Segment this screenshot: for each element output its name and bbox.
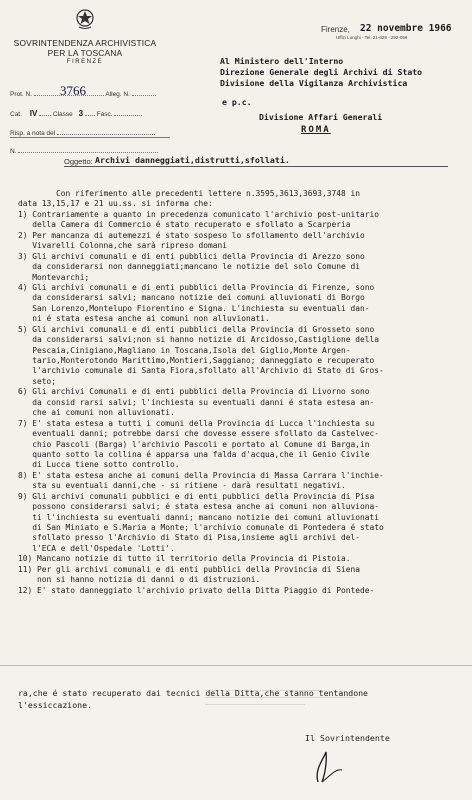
category-row: [10, 108, 142, 119]
body-line: possono considerarsi salvi; é stata estesa anche ai comuni non alluviona-: [18, 502, 380, 512]
cat-blank: [39, 108, 51, 116]
body-line: San Lorenzo,Montelupo Fiorentino e Signa. L'inchiesta su eventuali dan-: [18, 303, 370, 313]
body-line: da considerarsi non danneggiati;mancano le notizie del solo Comune di: [18, 262, 361, 272]
body-line: da consid rarsi salvi; l'inchiesta su eventuali danni é stata estesa an-: [18, 397, 375, 407]
letter-body: [18, 189, 466, 596]
fasc-blank: [114, 108, 142, 116]
body-line: 6) Gli archivi Comunali e di enti pubblici della Provincia di Livorno sono: [18, 387, 370, 397]
cc-recipient: Divisione Affari Generali: [259, 112, 383, 122]
body-line: 11) Per gli archivi comunali e di enti pubblici della Provincia di Siena: [18, 564, 361, 574]
cat-value: IV: [29, 109, 38, 118]
cc-prefix: e p.c.: [222, 97, 252, 107]
alleg-blank: [132, 88, 156, 96]
body-line: 4) Gli archivi comunali e di enti pubblici della Provincia di Firenze, sono: [18, 282, 375, 292]
body-line: sfollato presso l'Archivio di Stato di Pisa,insieme agli archivi del-: [18, 533, 361, 543]
body-line: seto;: [18, 376, 57, 386]
n-row: [10, 145, 158, 155]
letterhead: [10, 7, 160, 67]
letterhead-line-3: FIRENZE: [66, 59, 104, 65]
risp-blank: [57, 127, 155, 135]
body-line: non si hanno notizia di danni o di distruzioni.: [18, 575, 261, 585]
risp-label: Risp. a nota del: [10, 130, 56, 137]
body-line: 1) Contrariamente a quanto in precedenza comunicato l'archivio post-unitario: [18, 209, 380, 219]
coat-of-arms-emblem-icon: [74, 7, 96, 31]
body-line: 3) Gli archivi comunali e di enti pubblici della Provincia di Arezzo sono: [18, 251, 365, 261]
body-line: da considerarsi salvi; mancano notizie dei comuni alluvionati di Borgo: [18, 293, 365, 303]
handwritten-signature-icon: [300, 748, 380, 788]
recipient-line-2: Direzione Generale degli Archivi di Stato: [220, 67, 423, 77]
letterhead-line-1: SOVRINTENDENZA ARCHIVISTICA: [13, 38, 157, 48]
city-roma: ROMA: [301, 125, 331, 135]
body-line: di Lucca tiene sotto controllo.: [18, 460, 180, 470]
body-line: ti l'inchiesta su eventuali danni; mancano notizie dei comuni alluvionati: [18, 512, 380, 522]
body-line: che ai comuni non alluvionati.: [18, 408, 175, 418]
n-label: N.: [10, 148, 17, 155]
classe-blank: [85, 108, 95, 116]
alleg-label: Alleg. N.: [105, 91, 130, 98]
body-line: Montevarchi;: [18, 272, 90, 282]
body-line: eventuali danni; potrebbe darsi che dovesse essere sfollato da Castelvec-: [18, 429, 380, 439]
letter-date: 22 novembre 1966: [360, 23, 452, 34]
body-line: l'archivio comunale di Santa Fiora,sfollato all'Archivio di Stato di Gros-: [18, 366, 384, 376]
n-blank: [18, 145, 158, 153]
classe-label: Classe: [52, 111, 73, 118]
body-line: data 13,15,17 e 21 uu.ss. si informa che:: [18, 199, 213, 209]
body-line: l'ECA e dell'Ospedale 'Lotti'.: [18, 543, 175, 553]
signature-label: Il Sovrintendente: [305, 733, 390, 743]
subject-underline: [64, 166, 448, 167]
body-line: Vivarelli Colonna,che sarà ripreso domani: [18, 241, 228, 251]
cat-label: Cat.: [10, 111, 22, 118]
body-line: ni é stata estesa anche ai comuni non alluvionati.: [18, 314, 270, 324]
body-line: 7) E' stata estesa a tutti i comuni della Provincia di Lucca l'inchiesta su: [18, 418, 375, 428]
body-line: 10) Mancano notizie di tutto il territorio della Provincia di Pistoia.: [18, 554, 351, 564]
body-line: 2) Per mancanza di autemezzi é stato sospeso lo sfollamento dell'archivio: [18, 230, 365, 240]
body-line: 5) Gli archivi comunali e di enti pubblici della Provincia di Grosseto sono: [18, 324, 375, 334]
body-line: 8) E' stata estesa anche ai comuni della Provincia di Massa Carrara l'inchie-: [18, 470, 384, 480]
recipient-line-1: Al Ministero dell'Interno: [220, 56, 344, 66]
prot-label: Prot. N.: [10, 91, 33, 98]
body-line: tario,Monterotondo Marittimo,Montieri,Saggiano; danneggiato e recuperato: [18, 356, 375, 365]
body-line: da considerarsi salvi;non si hanno notizie di Arcidosso,Castiglione della: [18, 335, 380, 345]
body-line: di San Miniato e S.Maria a Monte; l'archivio comunale di Pontedera é stato: [18, 523, 384, 532]
protocol-number: 3766: [60, 83, 86, 98]
body-line: quanto sotto la collina é apparsa una falda d'acqua,che il Genio Civile: [18, 449, 370, 459]
rule-risp: [10, 137, 170, 138]
body-line: della Camera di Commercio é stato recuperato e sfollato a Scarperia: [18, 220, 351, 230]
continuation-line-1: ra,che é stato recuperato dai tecnici della Ditta,che stanno tentandone: [18, 688, 368, 698]
body-line: sta su eventuali danni,che - si ritiene - darà resultati negativi.: [18, 481, 346, 491]
letterhead-line-2: PER LA TOSCANA: [47, 48, 123, 58]
body-line: Con riferimento alle precedenti lettere n.3595,3613,3693,3748 in: [18, 189, 361, 198]
place-label: Firenze,: [321, 25, 350, 34]
recipient-line-3: Divisione della Vigilanza Archivistica: [220, 78, 408, 88]
body-line: 9) Gli archivi comunali pubblici e di enti pubblici della Provincia di Pisa: [18, 491, 375, 501]
body-line: chio Pascoli (Barga) l'archivio Pascoli e portato al Comune di Barga,in: [18, 439, 370, 449]
continuation-line-2: l'essiccazione.: [18, 700, 92, 710]
body-line: 12) E' stato danneggiato l'archivio privato della Ditta Piaggio di Pontede-: [18, 585, 375, 595]
fasc-label: Fasc.: [96, 111, 113, 118]
subject-label: Oggetto:: [64, 157, 93, 166]
classe-value: 3: [78, 109, 84, 118]
body-line: Pescaia,Cinigiano,Magliano in Toscana,Isola del Giglio,Monte Argen-: [18, 345, 351, 355]
subject-text: Archivi danneggiati,distrutti,sfollati.: [95, 155, 290, 165]
office-address: Uffizi Lunghi - Tel. 21-629 - 292-059: [336, 35, 408, 40]
risp-row: [10, 127, 155, 137]
